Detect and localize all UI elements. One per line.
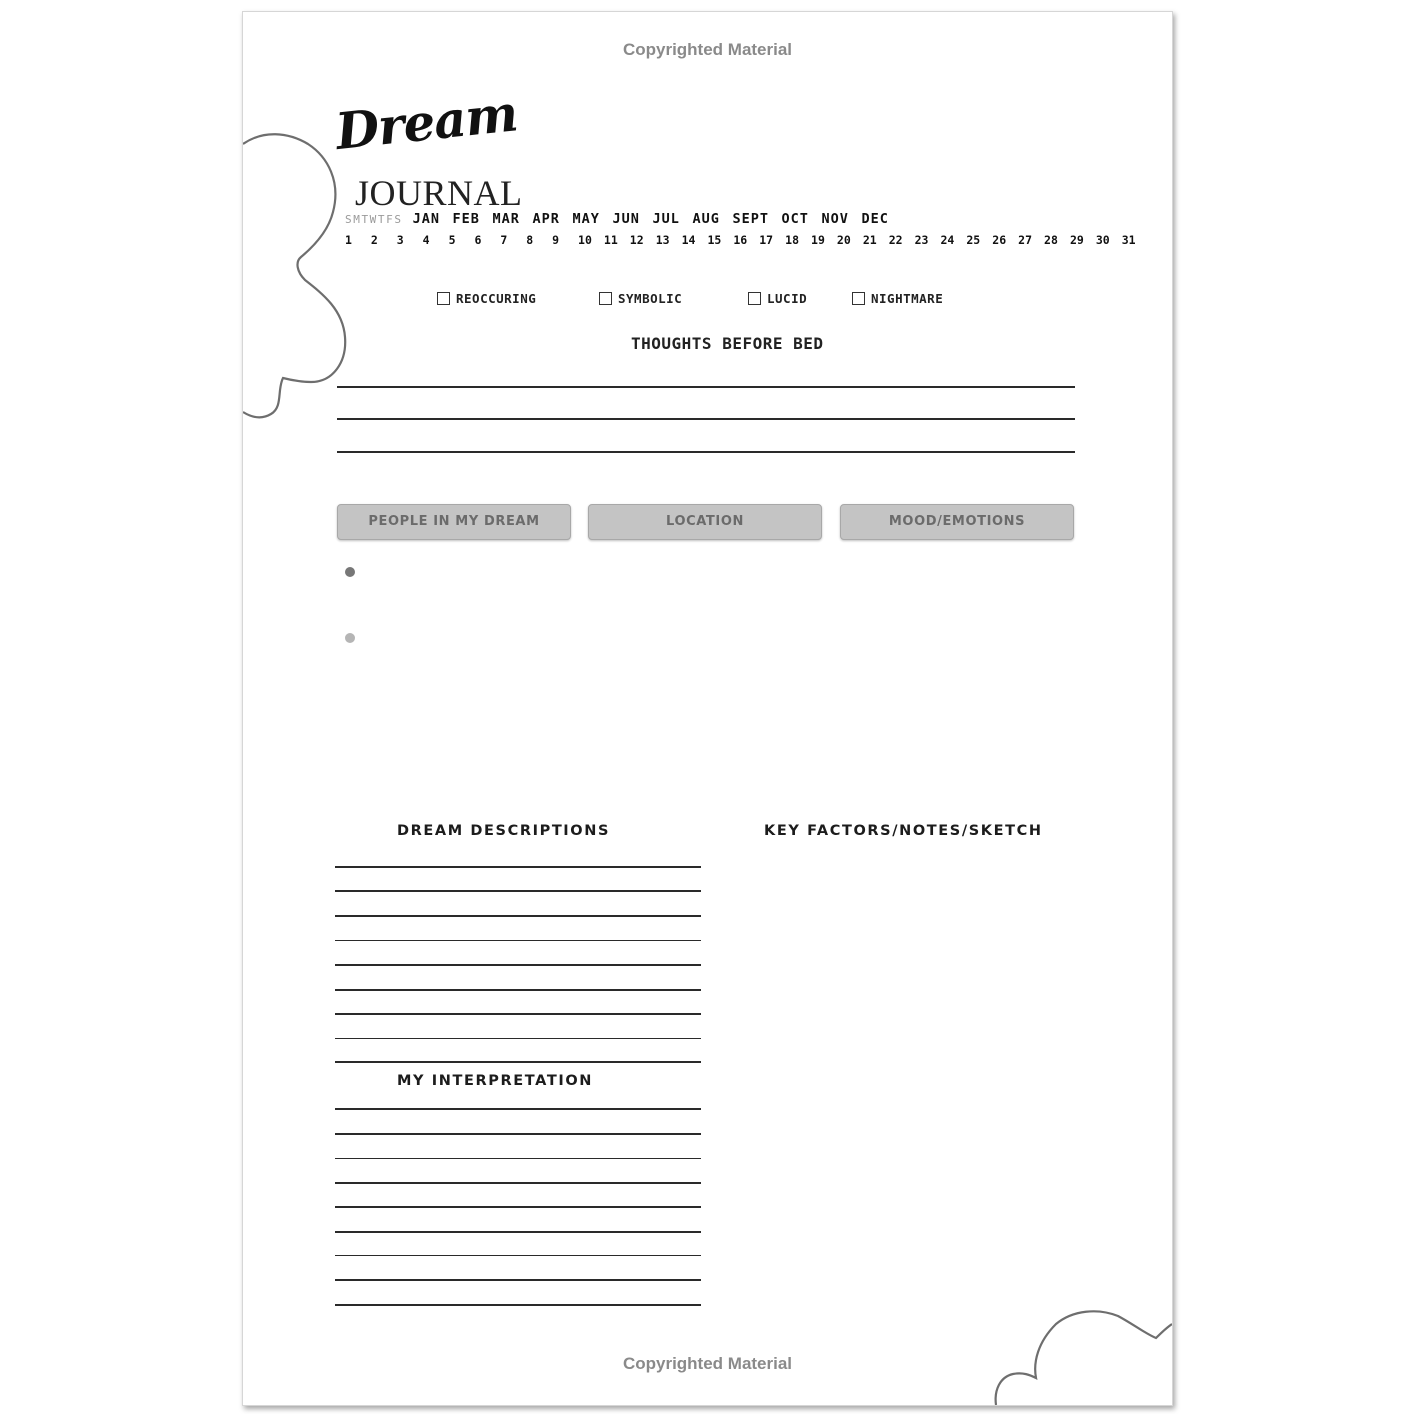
month-sept[interactable]: SEPT <box>732 211 769 227</box>
checkbox-lucid[interactable] <box>748 291 807 306</box>
title-serif: JOURNAL <box>355 173 523 213</box>
date-21[interactable]: 21 <box>862 233 877 247</box>
date-16[interactable]: 16 <box>733 233 748 247</box>
checkbox-label: REOCCURING <box>456 291 537 306</box>
interpretation-line[interactable] <box>335 1231 701 1233</box>
description-line[interactable] <box>335 1061 701 1063</box>
date-10[interactable]: 10 <box>578 233 592 247</box>
date-4[interactable]: 4 <box>422 233 430 247</box>
checkbox-box[interactable] <box>599 292 612 305</box>
people-in-dream-tab[interactable]: PEOPLE IN MY DREAM <box>337 504 571 540</box>
checkbox-label: NIGHTMARE <box>871 291 944 306</box>
date-8[interactable]: 8 <box>526 233 534 247</box>
date-30[interactable]: 30 <box>1095 233 1110 247</box>
date-27[interactable]: 27 <box>1018 233 1033 247</box>
date-1[interactable]: 1 <box>345 233 352 247</box>
location-tab[interactable]: LOCATION <box>588 504 822 540</box>
date-5[interactable]: 5 <box>448 233 456 247</box>
thoughts-line[interactable] <box>337 386 1075 388</box>
month-apr[interactable]: APR <box>532 211 560 227</box>
description-line[interactable] <box>335 989 701 991</box>
key-factors-heading: KEY FACTORS/NOTES/SKETCH <box>764 823 1043 839</box>
copyright-bottom: Copyrighted Material <box>622 1354 793 1373</box>
date-3[interactable]: 3 <box>396 233 404 247</box>
date-2[interactable]: 2 <box>370 233 378 247</box>
dream-descriptions-heading: DREAM DESCRIPTIONS <box>397 823 611 839</box>
date-6[interactable]: 6 <box>474 233 482 247</box>
interpretation-line[interactable] <box>335 1182 701 1184</box>
month-mar[interactable]: MAR <box>492 211 520 227</box>
month-selector-row <box>345 211 889 227</box>
date-7[interactable]: 7 <box>500 233 508 247</box>
description-line[interactable] <box>335 866 701 868</box>
checkbox-box[interactable] <box>748 292 761 305</box>
thoughts-line[interactable] <box>337 418 1075 420</box>
interpretation-line[interactable] <box>335 1255 701 1256</box>
date-9[interactable]: 9 <box>552 233 560 247</box>
title-script: Dream <box>332 83 520 161</box>
month-jun[interactable]: JUN <box>612 211 640 227</box>
date-22[interactable]: 22 <box>888 233 903 247</box>
date-25[interactable]: 25 <box>966 233 981 247</box>
checkbox-box[interactable] <box>437 292 450 305</box>
interpretation-line[interactable] <box>335 1158 701 1159</box>
interpretation-line[interactable] <box>335 1133 701 1135</box>
date-14[interactable]: 14 <box>681 233 696 247</box>
date-11[interactable]: 11 <box>603 233 618 247</box>
cloud-doodle-top-left <box>243 122 363 422</box>
journal-page <box>242 11 1173 1406</box>
description-line[interactable] <box>335 964 701 966</box>
date-15[interactable]: 15 <box>707 233 722 247</box>
date-23[interactable]: 23 <box>914 233 929 247</box>
description-line[interactable] <box>335 915 701 917</box>
checkbox-box[interactable] <box>852 292 865 305</box>
interpretation-line[interactable] <box>335 1206 701 1208</box>
month-dec[interactable]: DEC <box>861 211 889 227</box>
bullet-point <box>345 633 355 643</box>
thoughts-line[interactable] <box>337 451 1075 453</box>
description-line[interactable] <box>335 1038 701 1039</box>
month-feb[interactable]: FEB <box>452 211 480 227</box>
date-18[interactable]: 18 <box>785 233 799 247</box>
interpretation-line[interactable] <box>335 1304 701 1306</box>
date-12[interactable]: 12 <box>629 233 644 247</box>
month-oct[interactable]: OCT <box>781 211 809 227</box>
date-20[interactable]: 20 <box>836 233 851 247</box>
month-jan[interactable]: JAN <box>412 211 440 227</box>
description-line[interactable] <box>335 1013 701 1015</box>
date-24[interactable]: 24 <box>940 233 955 247</box>
checkbox-nightmare[interactable] <box>852 291 943 306</box>
date-17[interactable]: 17 <box>759 233 774 247</box>
month-may[interactable]: MAY <box>572 211 600 227</box>
date-19[interactable]: 19 <box>811 233 825 247</box>
description-line[interactable] <box>335 940 701 941</box>
checkbox-label: LUCID <box>767 291 808 306</box>
month-jul[interactable]: JUL <box>652 211 680 227</box>
copyright-top: Copyrighted Material <box>622 40 793 59</box>
checkbox-reoccuring[interactable] <box>437 291 536 306</box>
interpretation-heading: MY INTERPRETATION <box>397 1073 593 1089</box>
thoughts-title: THOUGHTS BEFORE BED <box>631 334 824 353</box>
interpretation-line[interactable] <box>335 1108 701 1110</box>
date-26[interactable]: 26 <box>992 233 1007 247</box>
date-28[interactable]: 28 <box>1044 233 1058 247</box>
description-line[interactable] <box>335 890 701 892</box>
month-aug[interactable]: AUG <box>692 211 720 227</box>
date-13[interactable]: 13 <box>655 233 670 247</box>
checkbox-label: SYMBOLIC <box>618 291 683 306</box>
date-29[interactable]: 29 <box>1069 233 1084 247</box>
weekday-letters[interactable]: SMTWTFS <box>345 213 403 226</box>
date-selector-row <box>345 233 1136 247</box>
date-31[interactable]: 31 <box>1121 233 1136 247</box>
interpretation-line[interactable] <box>335 1279 701 1281</box>
mood-emotions-tab[interactable]: MOOD/EMOTIONS <box>840 504 1074 540</box>
month-nov[interactable]: NOV <box>821 211 849 227</box>
checkbox-symbolic[interactable] <box>599 291 682 306</box>
bullet-point <box>345 567 355 577</box>
